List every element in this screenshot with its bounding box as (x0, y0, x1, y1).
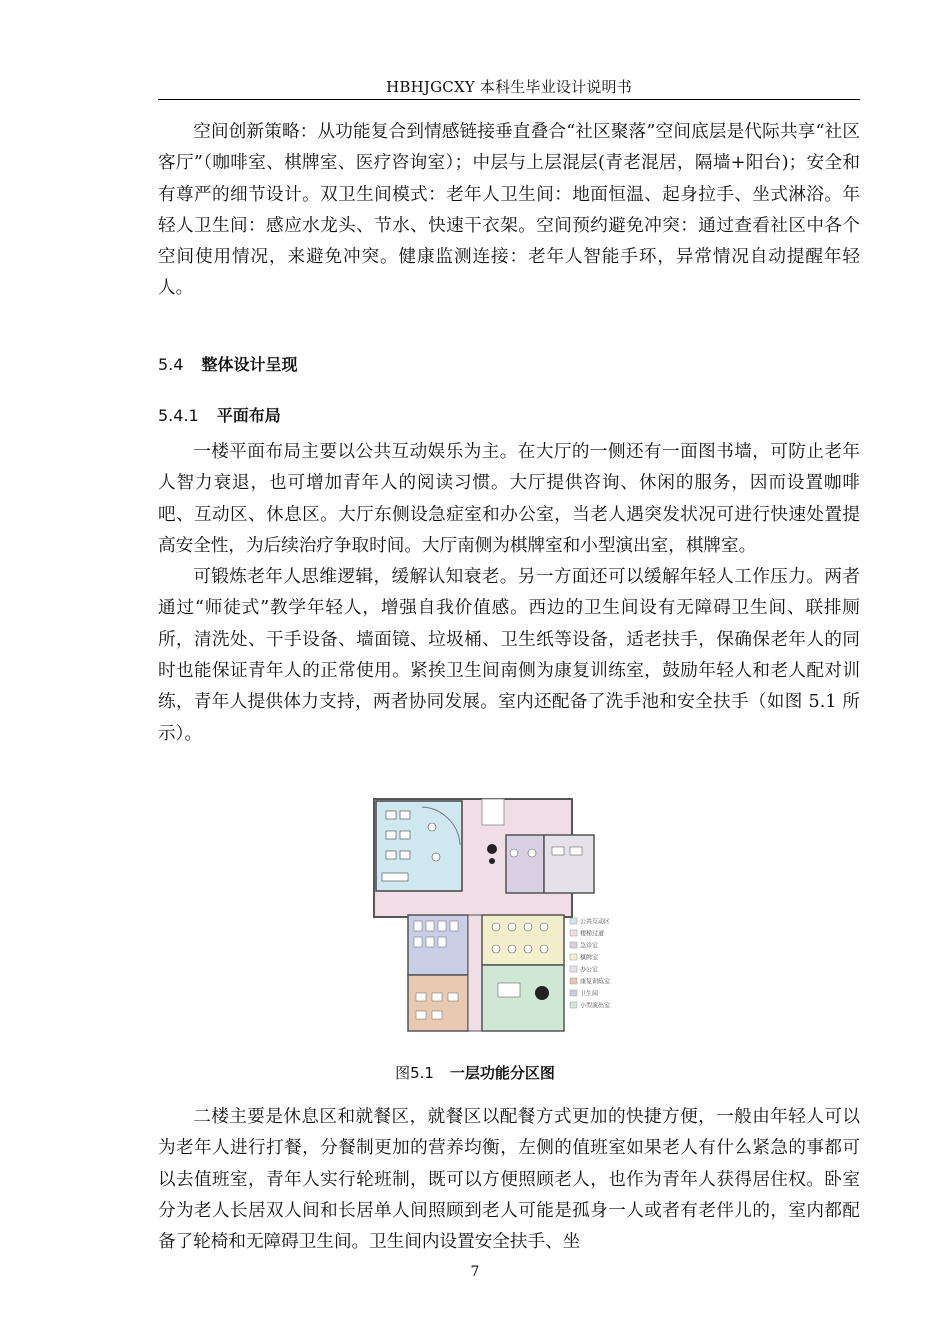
subsection-title: 平面布局 (216, 406, 281, 425)
piano-marker (535, 986, 549, 1000)
column-marker-small (489, 858, 495, 864)
section-title: 整体设计呈现 (201, 355, 298, 374)
legend-label-5: 康复训练室 (580, 978, 611, 986)
performance-room-zone (482, 965, 564, 1031)
floor1-block (158, 437, 860, 750)
legend-label-3: 棋牌室 (580, 954, 599, 962)
legend-label-0: 公共互动区 (580, 918, 611, 926)
office-zone (544, 835, 594, 893)
figure-caption-title: 一层功能分区图 (449, 1064, 555, 1082)
header-divider (158, 99, 860, 100)
floor-plan-drawing (372, 797, 640, 1037)
section-heading-5-4 (158, 352, 297, 375)
floor1-paragraph-1: 一楼平面布局主要以公共互动娱乐为主。在大厅的一侧还有一面图书墙，可防止老年人智力衰退，也可增加青年人的阅读习惯。大厅提供咨询、休闲的服务，因而设置咖啡吧、互动区、休息区。大厅东侧设急症室和办公室，当老人遇突发状况可进行快速处置提高安全性，为后续治疗争取时间。大厅南侧为棋牌室和小型演出室，棋牌室。 (158, 442, 860, 556)
floor1-paragraph-2: 可锻炼老年人思维逻辑，缓解认知衰老。另一方面还可以缓解年轻人工作压力。两者通过“师徒式”教学年轻人，增强自我价值感。西边的卫生间设有无障碍卫生间、联排厕所，清洗处、干手设备、墙面镜、垃圾桶、卫生纸等设备，适老扶手，保确保老年人的同时也能保证青年人的正常使用。紧挨卫生间南侧为康复训练室，鼓励年轻人和老人配对训练，青年人提供体力支持，两者协同发展。室内还配备了洗手池和安全扶手（如图 5.1 所示）。 (158, 567, 860, 744)
legend-label-6: 卫生间 (580, 990, 599, 998)
emergency-room-zone (506, 835, 544, 893)
figure-legend (570, 918, 610, 1010)
page-number: 7 (470, 1264, 480, 1280)
stage-seating (498, 983, 520, 997)
section-number: 5.4 (158, 355, 184, 374)
floor2-paragraph: 二楼主要是休息区和就餐区，就餐区以配餐方式更加的快捷方便，一般由年轻人可以为老年人进行打餐，分餐制更加的营养均衡，左侧的值班室如果老人有什么紧急的事都可以去值班室，青年人实行轮班制，既可以方便照顾老人，也作为青年人获得居住权。卧室分为老人长居双人间和长居单人间照顾到老人可能是孤身一人或者有老伴儿的，室内都配备了轮椅和无障碍卫生间。卫生间内设置安全扶手、坐 (158, 1107, 860, 1253)
figure-caption (0, 1062, 950, 1083)
south-corridor (468, 915, 482, 1031)
legend-label-2: 急诊室 (580, 942, 599, 950)
page-header: HBHJGCXY 本科生毕业设计说明书 (386, 78, 632, 96)
figure-caption-number: 图5.1 (395, 1064, 434, 1082)
intro-paragraph: 空间创新策略：从功能复合到情感链接垂直叠合“社区聚落”空间底层是代际共享“社区客厅”（咖啡室、棋牌室、医疗咨询室）；中层与上层混层(青老混居，隔墙+阳台)；安全和有尊严的细节设计。双卫生间模式：老年人卫生间：地面恒温、起身拉手、坐式淋浴。年轻人卫生间：感应水龙头、节水、快速干衣架。空间预约避免冲突：通过查看社区中各个空间使用情况，来避免冲突。健康监测连接：老年人智能手环，异常情况自动提醒年轻人。 (158, 122, 860, 299)
legend-label-7: 小型演出室 (580, 1002, 611, 1010)
section-heading-5-4-1 (158, 403, 281, 426)
column-marker (487, 844, 497, 854)
floor2-block (158, 1102, 860, 1258)
floor-plan-figure (372, 797, 640, 1037)
legend-label-1: 楼梯过道 (580, 930, 605, 938)
rehab-room-zone (408, 975, 468, 1031)
chess-room-zone (482, 915, 564, 965)
intro-block (158, 117, 860, 305)
subsection-number: 5.4.1 (158, 406, 199, 425)
legend-label-4: 办公室 (580, 966, 599, 974)
entrance-vestibule (482, 799, 504, 825)
